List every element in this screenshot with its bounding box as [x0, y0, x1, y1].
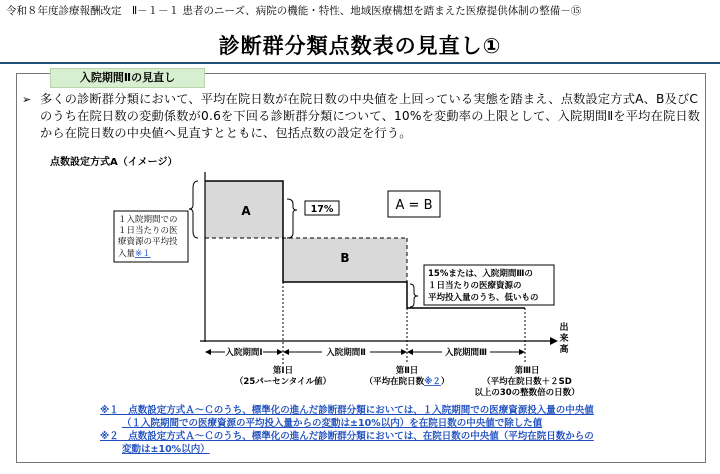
right-note-line2: １日当たりの医療資源の: [428, 281, 522, 291]
period3-label: 入院期間Ⅲ: [444, 348, 488, 358]
footnote-1-line2: （１入院期間での医療資源の平均投入量からの変動は±10%以内）を在院日数の中央値で除した値: [122, 418, 543, 429]
axis-label-3: 高: [559, 345, 569, 355]
day1-label: 第Ⅰ日: [272, 366, 294, 376]
block-b-label: B: [340, 251, 350, 265]
left-note-line2: １日当たりの医: [118, 226, 178, 236]
right-brace: [410, 284, 418, 307]
page-title: 診断群分類点数表の見直し①: [218, 34, 502, 58]
right-note-line3: 平均投入量のうち、低いもの: [428, 293, 539, 303]
footnote-2-line2: 変動は±10%以内）: [122, 444, 210, 455]
axis-label-1: 出: [559, 323, 569, 333]
right-note-line1: 15%または、入院期間Ⅲの: [428, 269, 533, 279]
day3-label: 第Ⅲ日: [514, 366, 540, 376]
axis-label-2: 来: [559, 334, 569, 344]
period1-label: 入院期間Ⅰ: [225, 348, 263, 358]
day2-label: 第Ⅱ日: [395, 366, 419, 376]
formula-label: A = B: [395, 198, 433, 213]
left-note-line1: １入院期間での: [118, 215, 178, 225]
left-note-line4: 入量※１: [118, 249, 151, 259]
footnote-2-line1: ※２ 点数設定方式Ａ～Ｃのうち、標準化の進んだ診断群分類においては、在院日数の中央値（平均在院日数からの: [100, 431, 594, 442]
footnote-1-line1: ※１ 点数設定方式Ａ～Ｃのうち、標準化の進んだ診断群分類においては、１入院期間での医療資源投入量の中央値: [100, 405, 594, 416]
day3-sub2: 以上の30の整数倍の日数）: [474, 388, 580, 398]
diagram-heading: 点数設定方式A（イメージ）: [50, 157, 178, 168]
left-note-line3: 療資源の平均投: [118, 237, 178, 247]
block-a-label: A: [241, 204, 251, 218]
day3-sub1: （平均在院日数＋２SD: [482, 377, 572, 387]
section-tag: 入院期間Ⅱの見直し: [50, 68, 205, 88]
footnotes: [100, 404, 594, 456]
left-brace: [189, 181, 198, 238]
day1-sub: （25パーセンタイル値）: [234, 377, 332, 387]
bullet-arrow-icon: ➢: [22, 93, 32, 106]
bullet-text: 多くの診断群分類において、平均在院日数が在院日数の中央値を上回っている実態を踏まえ、点数設定方式A、B及びCのうち在院日数の変動係数が0.6を下回る診断群分類について、10%を変動率の上限として、入院期間Ⅱを平均在院日数から在院日数の中央値へ見直すとともに、包括点数の設定を行う。: [40, 92, 701, 140]
period2-label: 入院期間Ⅱ: [326, 348, 366, 358]
pct-label: 17%: [310, 204, 334, 215]
breadcrumb: 令和８年度診療報酬改定 Ⅱ－１－１ 患者のニーズ、病院の機能・特性、地域医療構想を踏まえた医療提供体制の整備－⑮: [6, 5, 582, 17]
day2-sub: （平均在院日数※２）: [364, 377, 450, 387]
x-axis-arrow-icon: [550, 337, 558, 345]
pct-brace: [287, 199, 297, 238]
